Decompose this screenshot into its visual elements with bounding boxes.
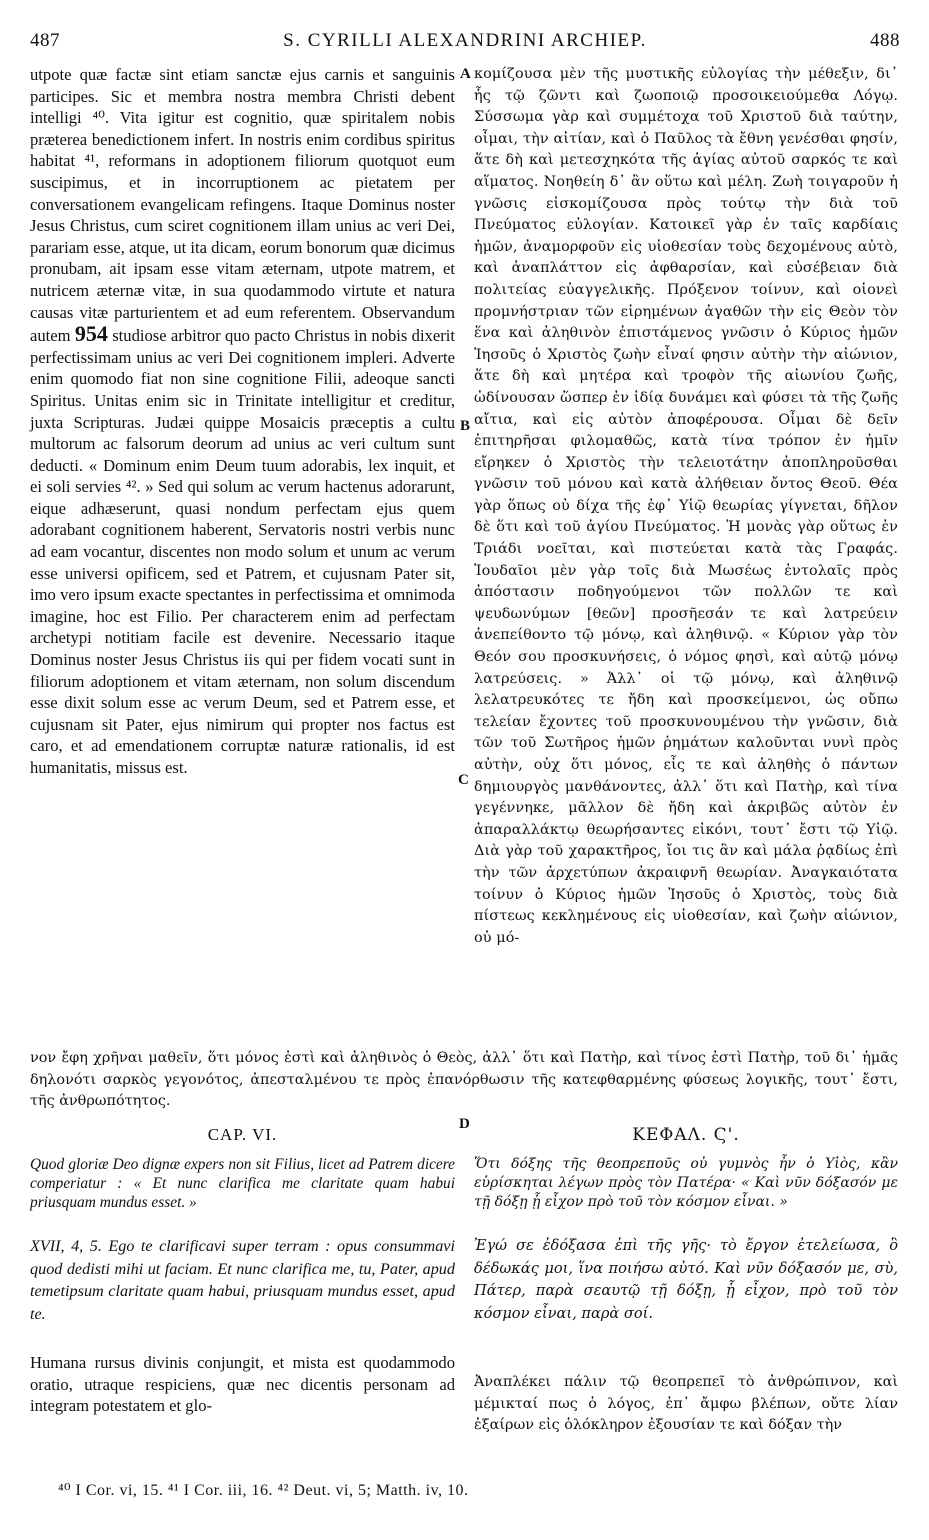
column-number: 954 xyxy=(74,321,108,347)
commentary-greek: Ἀναπλέκει πάλιν τῷ θεοπρεπεῖ τὸ ἀνθρώπινον, καὶ μέμικταί πως ὁ λόγος, ἐπ᾽ ἄμφω βλέπων, οὔτε λίαν ἐξαίρων εἰς ὁλόκληρον ἐξουσίαν τε καὶ δόξαν τὴν xyxy=(474,1374,898,1434)
chapter-summary-greek: Ὅτι δόξης τῆς θεοπρεποῦς οὐ γυμνὸς ἦν ὁ Υἱὸς, κἂν εὑρίσκηται λέγων πρὸς τὸν Πατέρα· « Καὶ νῦν δόξασόν με τῇ δόξῃ ᾗ εἶχον πρὸ τοῦ τὸν κόσμον εἶναι. » xyxy=(474,1156,898,1210)
greek-paragraph: κομίζουσα μὲν τῆς μυστικῆς εὐλογίας τὴν μέθεξιν, δι᾽ ἧς τῷ ζῶντι καὶ ζωοποιῷ προσοικειούμεθα Λόγῳ. Σύσσωμα γὰρ καὶ συμμέτοχα τοῦ Χριστοῦ διὰ ταύτην, οἶμαι, τὴν αἰτίαν, καὶ ὁ Παῦλος τὰ ἔθνη γενέσθαι φησίν, ἅτε δὴ καὶ μετεσχηκότα τῆς ἁγίας αὐτοῦ σαρκός τε καὶ αἵματος. Νοηθείη δ᾽ ἂν οὕτω καὶ μέλη. Ζωὴ τοιγαροῦν ἡ γνῶσις εἰσκομίζουσα πρὸς τούτῳ τὴν διὰ τοῦ Πνεύματος εὐλογίαν. Κατοικεῖ γὰρ ἐν ταῖς καρδίαις ἡμῶν, ἀναμορφοῦν εἰς υἱοθεσίαν τοὺς δεχομένους αὐτὸ, καὶ ἀναπλάττον εἰς ἀφθαρσίαν, καὶ εὐσέβειαν διὰ πολιτείας εὐαγγελικῆς. Πρόξενον τοίνυν, καὶ οἱονεὶ προμνήστριαν τῶν εἰρημένων ἀγαθῶν τὴν εἰς Θεὸν τὸν ἕνα καὶ ἀληθινὸν ἐπιστάμενος γνῶσιν ὁ Κύριος ἡμῶν Ἰησοῦς ὁ Χριστὸς ζωὴν εἶναί φησιν αὐτὴν τὴν αἰώνιον, ἅτε δὴ καὶ μητέρα καὶ τροφὸν τῆς αἰωνίου ζωῆς, ὠδίνουσαν ὥσπερ ἐν ἰδίᾳ δυνάμει καὶ φύσει τὰ τῆς ζωῆς αἴτια, καὶ εἰς αὐτὸν ἀποφέρουσα. Οἶμαι δὲ δεῖν ἐπιτηρῆσαι φιλομαθῶς, κατὰ τίνα τρόπον ἐν ἡμῖν εἴρηκεν ὁ Χριστὸς τὴν τελειοτάτην ἀποπληροῦσθαι γνῶσιν τοῦ μόνου καὶ κατὰ ἀλήθειαν ὄντος Θεοῦ. Θέα γὰρ ὅπως οὐ δίχα τῆς ἐφ᾽ Υἱῷ θεωρίας γίγνεται, δῆλον δὲ ὅτι καὶ τοῦ ἁγίου Πνεύματος. Ἡ μονὰς γὰρ οὕτως ἐν Τριάδι νοεῖται, καὶ πιστεύεται κατὰ τὰς Γραφάς. Ἰουδαῖοι μὲν γὰρ τοῖς διὰ Μωσέως ἐντολαῖς πρὸς ἀπόστασιν ποδηγούμενοι τῶν πολλῶν τε καὶ ψευδωνύμων [θεῶν] προσῆεσάν τε καὶ λατρεύειν ἀνεπείθοντο τῷ μόνῳ, καὶ ἀληθινῷ. « Κύριον γὰρ τὸν Θεόν σου προσκυνήσεις, ὁ νόμος φησὶ, καὶ αὐτῷ μόνῳ λατρεύσεις. » Ἀλλ᾽ οἱ τῷ μόνῳ, καὶ ἀληθινῷ λελατρευκότες τε ἤδη καὶ προσκείμενοι, ὡς οὔπω τελείαν ἔχοντες τοῦ προσκυνουμένου τὴν γνῶσιν, διὰ τῶν τοῦ Σωτῆρος ἡμῶν ῥημάτων καλοῦνται νυνὶ πρὸς αὐτὴν, οὐχ ὅτι μόνος, εἷς τε καὶ ἀληθὴς ὁ πάντων δημιουργὸς μανθάνοντες, ἀλλ᾽ ὅτι καὶ Πατὴρ, καὶ τίνα γεγέννηκε, μᾶλλον δὲ ἤδη καὶ ἀκριβῶς αὐτὸν ἐν ἀπαραλλάκτῳ θεωρήσαντες εἰκόνι, τουτ᾽ ἔστι τῷ Υἱῷ. Διὰ γὰρ τοῦ χαρακτῆρος, ἴοι τις ἂν καὶ μάλα ῥᾳδίως ἐπὶ τὴν τῶν ἀρχετύπων ἀκραιφνῆ θεωρίαν. Ἀναγκαιότατα τοίνυν ὁ Κύριος ἡμῶν Ἰησοῦς ὁ Χριστὸς, τοὺς διὰ πίστεως κεκλημένους εἰς υἱοθεσίαν, καὶ ζωὴν αἰώνιον, οὐ μό- xyxy=(474,66,898,946)
margin-mark-a: A xyxy=(460,66,471,82)
scripture-text-latin: XVII, 4, 5. Ego te clarificavi super terram : opus consummavi quod dedisti mihi ut faciam. Et nunc clarifica me, tu, Pater, apud temetipsum claritate quam habui, priusquam mundus esset, apud te. xyxy=(30,1237,455,1323)
page-number-right: 488 xyxy=(870,30,900,51)
page-number-left: 487 xyxy=(30,30,60,51)
latin-paragraph xyxy=(30,64,455,779)
commentary-latin: Humana rursus divinis conjungit, et mista est quodammodo oratio, utraque respiciens, quæ nec dicentis personam ad integram potestatem et glo- xyxy=(30,1353,455,1416)
footnotes: ⁴⁰ I Cor. vi, 15. ⁴¹ I Cor. iii, 16. ⁴² Deut. vi, 5; Matth. iv, 10. xyxy=(58,1482,469,1499)
page-header xyxy=(30,30,900,60)
greek-column xyxy=(474,64,898,949)
scripture-text-greek: Ἐγώ σε ἐδόξασα ἐπὶ τῆς γῆς· τὸ ἔργον ἐτελείωσα, ὃ δέδωκάς μοι, ἵνα ποιήσω αὐτό. Καὶ νῦν δόξασόν με, σὺ, Πάτερ, παρὰ σεαυτῷ τῇ δόξῃ, ᾗ εἶχον, πρὸ τοῦ τὸν κόσμον εἶναι, παρὰ σοί. xyxy=(474,1237,898,1322)
chapter-summary-latin: Quod gloriæ Deo dignæ expers non sit Filius, licet ad Patrem dicere comperiatur : « Et nunc clarifica me claritate quam habui priusquam mundus esset. » xyxy=(30,1156,455,1211)
margin-mark-c: C xyxy=(458,772,469,788)
chapter-title-latin: CAP. VI. xyxy=(207,1125,278,1144)
full-width-greek-line: νον ἔφη χρῆναι μαθεῖν, ὅτι μόνος ἐστὶ καὶ ἀληθινὸς ὁ Θεὸς, ἀλλ᾽ ὅτι καὶ Πατὴρ, καὶ τίνος ἐστὶ Πατὴρ, τοῦ δι᾽ ἡμᾶς δηλονότι σαρκὸς γεγονότος, ἀπεσταλμένου τε πρὸς ἐπανόρθωσιν τῆς κατεφθαρμένης φύσεως λογικῆς, τουτ᾽ ἔστι, τῆς ἀνθρωπότητος. xyxy=(30,1050,898,1110)
running-title: S. CYRILLI ALEXANDRINI ARCHIEP. xyxy=(283,30,647,51)
chapter-title-greek: ΚΕΦΑΛ. Ϛ'. xyxy=(632,1125,740,1145)
latin-text-part2: studiose arbitror quo pacto Christus in nobis dixerit perfectissimam unius ac veri Dei cognitionem impleri. Adverte enim quomodo fiat non sine cognitione Filii, adeoque sancti Spiritus. Unitas enim sic in Trinitate intelligitur et creditur, juxta Scripturas. Judæi quippe Mosaicis præceptis a cultu multorum ac falsorum deorum ad unius ac veri cultum sunt deducti. « Dominum enim Deum tuum adorabis, lex inquit, et ei soli servies ⁴². » Sed qui solum ac verum hactenus adorarunt, eique adhæserunt, quasi nondum perfectam ejus quem adorabant cognitionem haberent, Servatoris nostri verbis nunc ad eam vocantur, discentes non modo solum et unum ac verum esse universi opificem, sed et Patrem, et cujusnam Pater sit, imo vero ipsum exacte spectantes in perfectissima et omnimoda imagine, hoc est Filio. Per characterem enim ad perfectam archetypi notitiam facile est devenire. Necessario itaque Dominus noster Jesus Christus iis qui per fidem vocati sunt in filiorum adoptionem et vitam æternam, non solum discendum esse dixit solum esse ac verum Deum, sed et Patrem esse, et cujusnam sit Pater, ejus nimirum qui propter nos factus est caro, et ad emendationem corruptæ naturæ rationalis, id est humanitatis, missus est. xyxy=(30,326,455,777)
margin-mark-b: B xyxy=(460,418,471,434)
latin-text-part1: utpote quæ factæ sint etiam sanctæ ejus carnis et sanguinis participes. Sic et membra nostra membra Christi debent intelligi ⁴⁰. Vita igitur est cognitio, quæ spiritalem nobis præterea benedictionem infert. In nostris enim cordibus spiritus habitat ⁴¹, reformans in adoptionem filiorum quotquot eum suscipimus, et in incorruptionem ac pietatem per conversationem evangelicam refingens. Itaque Dominus noster Jesus Christus, cum sciret cognitionem illam unius ac veri Dei, parariam esse, atque, ut ita dicam, eorum bonorum quæ dicimus pronubam, ait ipsam esse vitam æternam, utpote matrem, et nutricem æternæ vitæ, in sua quodammodo virtute et natura causas vitæ parturientem et ad eum referentem. Observandum autem xyxy=(30,65,455,346)
latin-column xyxy=(30,64,455,779)
margin-mark-d: D xyxy=(459,1116,470,1132)
